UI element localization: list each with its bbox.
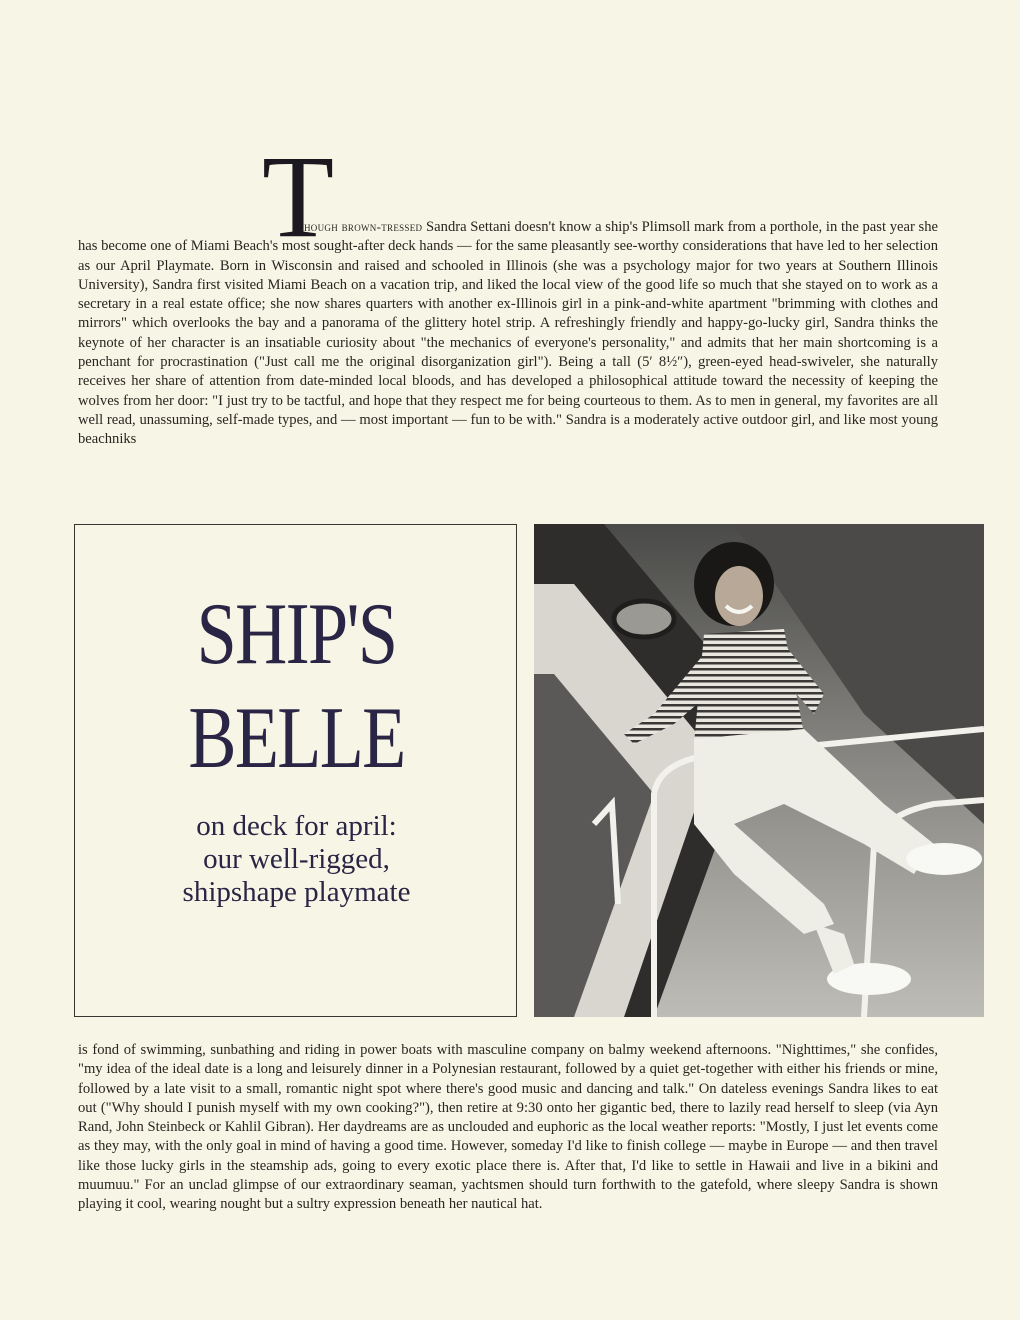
paragraph-1-text: Sandra Settani doesn't know a ship's Plimsoll mark from a porthole, in the past year she has become one of Miami Beach's most sought-after deck hands — for the same pleasantly see-worthy considerations that have led to her selection as our April Playmate. Born in Wisconsin and raised and schooled in Illinois (she was a psychology major for two years at Southern Illinois University), Sandra first visited Miami Beach on a vacation trip, and liked the local view of the good life so much that she stayed on to work as a secretary in a real estate office; she now shares quarters with another ex-Illinois girl in a pink-and-white apartment "brimming with clothes and mirrors" which overlooks the bay and a panorama of the glittery hotel strip. A refreshingly friendly and happy-go-lucky girl, Sandra thinks the keynote of her character is an insatiable curiosity about "the mechanics of everyone's personality," and admits that her main shortcoming is a penchant for procrastination ("Just call me the original disorganization girl"). Being a tall (5′ 8½″), green-eyed head-swiveler, she naturally receives her share of attention from date-minded local bloods, and has developed a philosophical attitude toward the necessity of keeping the wolves from her door: "I just try to be tactful, and hope that they respect me for being courteous to them. As to men in general, my favorites are all well read, unassuming, self-made types, and — most important — fun to be with." Sandra is a moderately active outdoor girl, and like most young beachniks [78, 219, 938, 448]
subhead-line-1: on deck for april: [196, 810, 397, 842]
figure-shoe-right [906, 843, 982, 875]
title-box [74, 524, 517, 1017]
porthole [614, 601, 674, 637]
article-paragraph-2: is fond of swimming, sunbathing and riding in power boats with masculine company on balmy weekend afternoons. "Nighttimes," she confides, "my idea of the ideal date is a long and leisurely dinner in a Polynesian restaurant, followed by a quiet get-together with either his friends or mine, followed by a late visit to a small, romantic night spot where there's good music and dancing and talk." On dateless evenings Sandra likes to eat out ("Why should I punish myself with my own cooking?"), then retire at 9:30 onto her gigantic bed, there to lazily read herself to sleep (via Ayn Rand, John Steinbeck or Kahlil Gibran). Her daydreams are as unclouded and euphoric as the local weather reports: "Mostly, I just let events come as they may, with the only goal in mind of having a good time. However, someday I'd like to finish college — maybe in Europe — and then travel like those lucky girls in the steamship ads, going to every exotic place there is. After that, I'd like to settle in Hawaii and live in a bikini and muumuu." For an unclad glimpse of our extraordinary seaman, yachtsmen should turn forthwith to the gatefold, where sleepy Sandra is shown playing it cool, wearing nought but a sultry expression beneath her nautical hat. [78, 1042, 938, 1213]
headline-line-1: SHIP'S [196, 586, 397, 683]
playmate-photo [534, 524, 984, 1017]
subhead-line-3: shipshape playmate [182, 876, 411, 908]
lead-in: hough brown-tressed [304, 219, 423, 234]
headline-line-2: BELLE [188, 690, 405, 787]
subhead-line-2: our well-rigged, [203, 843, 390, 875]
figure-face [715, 566, 763, 626]
drop-cap: T [262, 131, 335, 262]
photo-illustration [534, 524, 984, 1017]
article-paragraph-1 [78, 217, 938, 450]
